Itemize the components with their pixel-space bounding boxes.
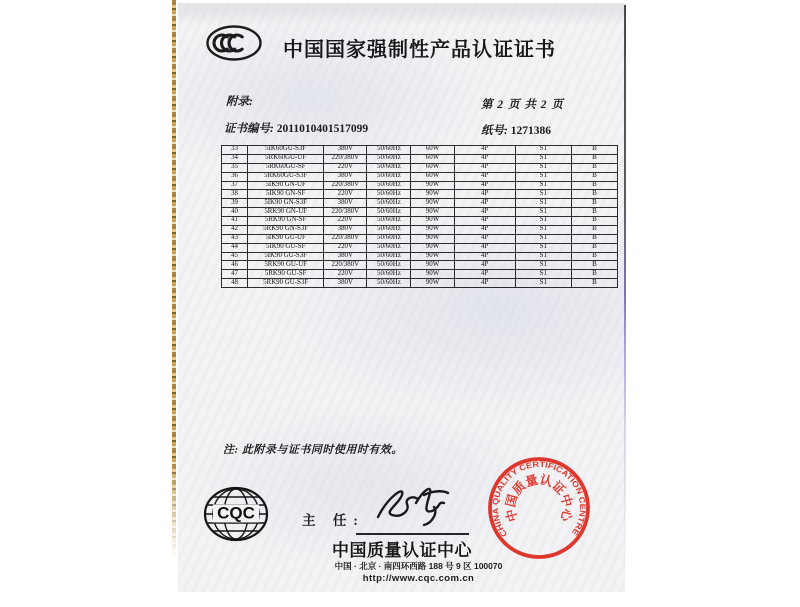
table-row [222,261,618,270]
table-cell: 220V [324,217,367,226]
table-cell: 90W [411,190,454,199]
table-row [222,163,618,172]
organization-address: 中国 · 北京 · 南四环西路 188 号 9 区 100070 [334,561,503,571]
table-row [222,199,618,208]
table-cell: S1 [515,172,571,181]
table-cell: 41 [222,217,248,226]
table-cell: S1 [515,270,571,279]
table-cell: 220/380V [324,154,367,163]
table-cell: B [571,163,617,172]
table-cell: 5RK90 GU-S3F [248,279,324,288]
table-cell: 90W [411,270,454,279]
table-row [222,154,618,163]
table-cell: B [571,234,617,243]
table-cell: 42 [222,225,248,234]
table-cell: B [571,172,617,181]
table-cell: 4P [454,234,515,243]
table-cell: 90W [411,279,454,288]
table-cell: 4P [454,217,515,226]
table-cell: 90W [411,181,454,190]
table-cell: 4P [454,154,515,163]
table-row [222,243,618,252]
table-cell: S1 [515,163,571,172]
table-cell: B [571,279,617,288]
table-cell: 50/60Hz [367,190,411,199]
table-cell: 5IK90 GN-UF [248,181,324,190]
table-cell: 90W [411,261,454,270]
table-row [222,252,618,261]
ccc-logo-icon [205,24,263,62]
table-cell: 4P [454,225,515,234]
table-cell: 5RK90 GN-SF [248,217,324,226]
table-cell: 45 [222,252,248,261]
table-cell: 4P [454,163,515,172]
table-cell: S1 [515,234,571,243]
table-cell: 60W [411,154,454,163]
table-cell: S1 [515,225,571,234]
table-cell: B [571,270,617,279]
stamp-center-text: 中国质量认证中心 [503,472,575,524]
table-cell: 4P [454,146,515,155]
table-cell: 5IK60GU-S3F [248,146,324,155]
table-cell: 50/60Hz [367,208,411,217]
cqc-logo-icon [202,485,270,543]
table-cell: 5RK60GU-S3F [248,172,324,181]
table-cell: 46 [222,261,248,270]
table-cell: 220/380V [324,181,367,190]
table-cell: B [571,261,617,270]
paper-number-value: 1271386 [510,125,551,137]
table-cell: 90W [411,252,454,261]
table-cell: 50/60Hz [367,217,411,226]
table-cell: 60W [411,146,454,155]
table-cell: 220V [324,270,367,279]
page-info: 第 2 页 共 2 页 [481,99,564,111]
table-cell: B [571,252,617,261]
table-cell: 4P [454,172,515,181]
table-cell: 47 [222,270,248,279]
table-cell: 4P [454,270,515,279]
table-cell: 4P [454,279,515,288]
table-cell: B [571,217,617,226]
table-cell: 50/60Hz [367,243,411,252]
table-cell: 50/60Hz [367,146,411,155]
table-cell: 50/60Hz [367,172,411,181]
table-cell: 35 [222,163,248,172]
table-cell: 220/380V [324,261,367,270]
table-cell: 5RK90 GN-S3F [248,225,324,234]
table-cell: 50/60Hz [367,279,411,288]
table-row [222,146,618,155]
table-cell: S1 [515,181,571,190]
table-cell: S1 [515,243,571,252]
table-cell: 380V [324,199,367,208]
table-cell: 5IK90 GU-SF [248,243,324,252]
table-cell: 34 [222,154,248,163]
table-cell: B [571,199,617,208]
table-row [222,208,618,217]
table-cell: 5IK90 GN-SF [248,190,324,199]
table-cell: 220V [324,190,367,199]
table-cell: 36 [222,172,248,181]
table-cell: 4P [454,261,515,270]
table-cell: 220/380V [324,208,367,217]
stamp-ring-text: CHINA QUALITY CERTIFICATION CENTRE [490,459,588,539]
table-cell: 50/60Hz [367,261,411,270]
spec-table-body [222,146,618,288]
table-cell: 90W [411,199,454,208]
table-cell: S1 [515,252,571,261]
table-cell: 5RK90 GU-UF [248,261,324,270]
table-cell: 43 [222,234,248,243]
table-cell: 48 [222,279,248,288]
table-cell: 50/60Hz [367,163,411,172]
appendix-label: 附录: [226,96,253,108]
table-cell: 4P [454,190,515,199]
table-cell: S1 [515,154,571,163]
table-cell: 380V [324,225,367,234]
table-cell: 39 [222,199,248,208]
validity-note: 注: 此附录与证书同时使用时有效。 [223,444,403,456]
table-cell: S1 [515,146,571,155]
table-cell: 5IK90 GU-UF [248,234,324,243]
table-cell: 38 [222,190,248,199]
organization-website: http://www.cqc.com.cn [362,573,475,584]
organization-name: 中国质量认证中心 [332,541,472,560]
table-row [222,270,618,279]
table-row [222,181,618,190]
director-signature [372,481,460,535]
table-cell: 90W [411,225,454,234]
table-cell: B [571,146,617,155]
certificate-number-value: 2011010401517099 [276,123,369,135]
table-cell: 5RK90 GU-SF [248,270,324,279]
table-cell: 50/60Hz [367,181,411,190]
table-cell: B [571,243,617,252]
table-cell: B [571,154,617,163]
table-cell: 40 [222,208,248,217]
table-cell: 5IK90 GU-S3F [248,252,324,261]
table-cell: 44 [222,243,248,252]
signature-line [356,533,469,535]
table-cell: 50/60Hz [367,234,411,243]
table-cell: 380V [324,252,367,261]
table-cell: 4P [454,252,515,261]
table-cell: 90W [411,217,454,226]
table-cell: 380V [324,279,367,288]
certificate-title: 中国国家强制性产品认证证书 [283,39,556,61]
table-cell: 4P [454,199,515,208]
table-cell: S1 [515,279,571,288]
table-cell: 380V [324,146,367,155]
table-cell: 380V [324,172,367,181]
table-cell: S1 [515,217,571,226]
certificate-number-label: 证书编号: [224,123,274,135]
table-cell: 4P [454,243,515,252]
table-cell: 90W [411,243,454,252]
table-row [222,279,618,288]
table-cell: 5IK90 GN-S3F [248,199,324,208]
certificate-number-line [224,120,368,136]
certification-stamp [486,455,592,561]
table-cell: 220/380V [324,234,367,243]
table-row [222,234,618,243]
table-cell: B [571,225,617,234]
table-cell: 5RK90 GN-UF [248,208,324,217]
table-cell: B [571,181,617,190]
table-cell: 60W [411,163,454,172]
certificate-page [178,3,625,592]
table-cell: S1 [515,261,571,270]
table-cell: 50/60Hz [367,199,411,208]
table-cell: 4P [454,208,515,217]
table-cell: 33 [222,146,248,155]
table-cell: S1 [515,190,571,199]
table-cell: 50/60Hz [367,270,411,279]
table-cell: 60W [411,172,454,181]
binding-edge [172,0,176,560]
table-cell: B [571,208,617,217]
table-row [222,190,618,199]
table-cell: 220V [324,163,367,172]
table-cell: 50/60Hz [367,154,411,163]
table-row [222,172,618,181]
paper-number-line [481,122,551,138]
table-cell: 50/60Hz [367,225,411,234]
scan-edge-artifact [624,5,626,587]
table-cell: 220V [324,243,367,252]
table-row [222,217,618,226]
table-cell: S1 [515,208,571,217]
table-cell: 5RK60GU-SF [248,163,324,172]
table-row [222,225,618,234]
cqc-logo-label: CQC [217,503,255,523]
table-cell: 4P [454,181,515,190]
svg-text:中国质量认证中心 [502,472,575,524]
table-cell: 90W [411,208,454,217]
table-cell: 90W [411,234,454,243]
table-cell: 5RK60GU-UF [248,154,324,163]
director-label: 主 任: [302,513,365,528]
paper-number-label: 纸号: [481,125,508,137]
table-cell: S1 [515,199,571,208]
table-cell: B [571,190,617,199]
table-cell: 37 [222,181,248,190]
product-spec-table [221,145,618,288]
table-cell: 50/60Hz [367,252,411,261]
